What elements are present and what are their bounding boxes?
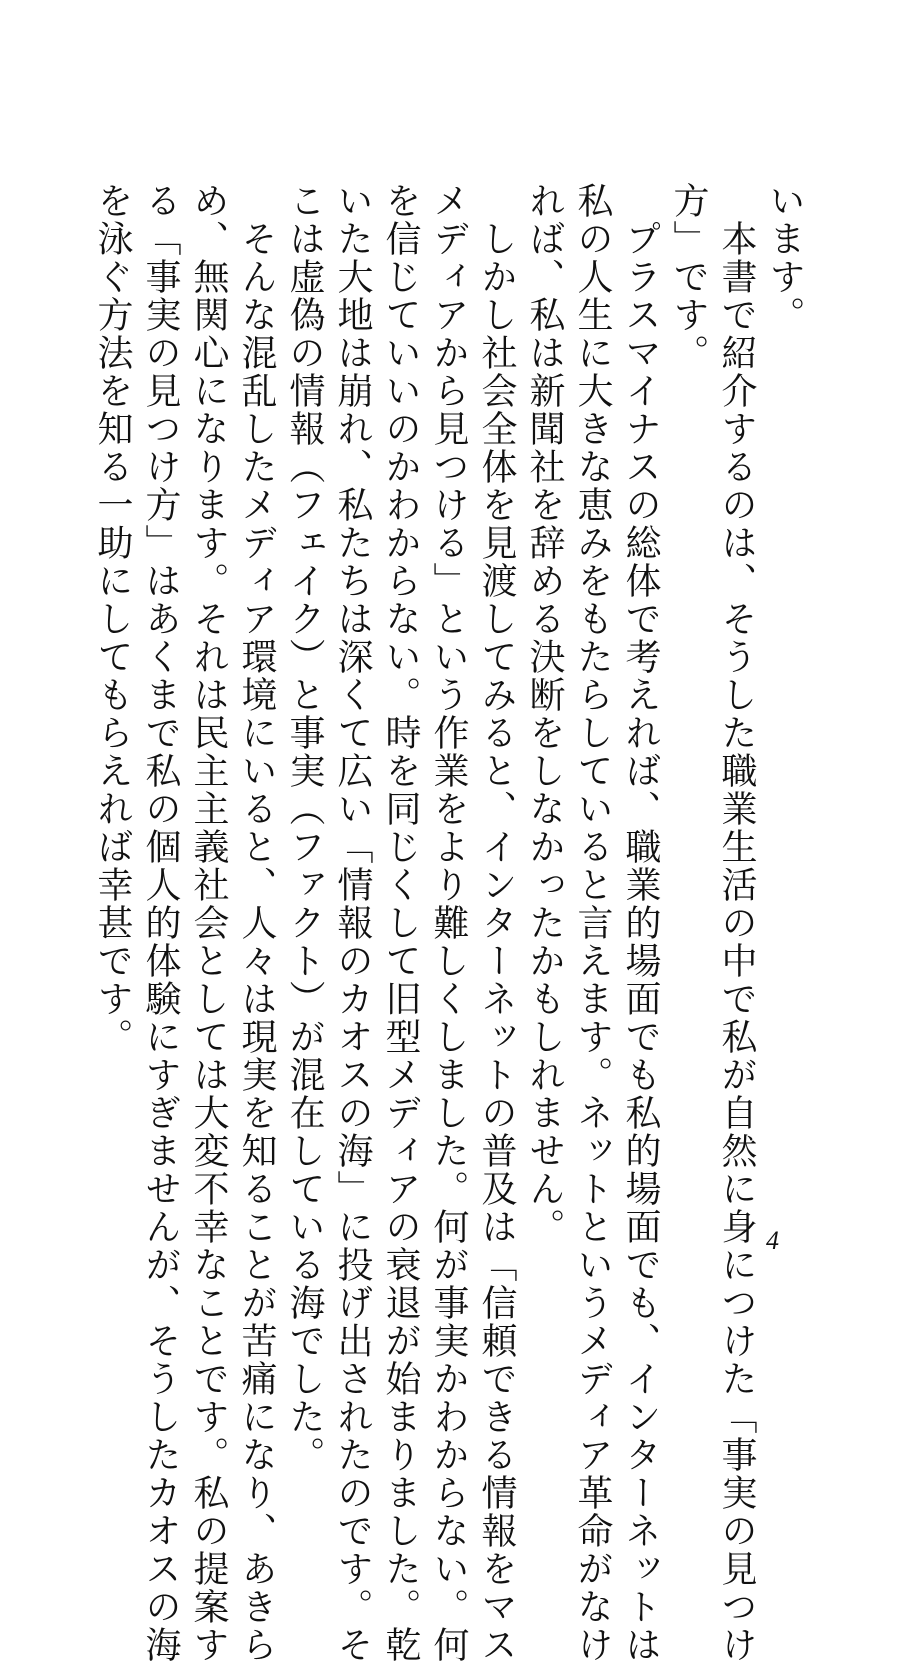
text-line: め、無関心になります。それは民主主義社会としては大変不幸なことです。私の提案す: [188, 182, 229, 1664]
body-text: [88, 182, 808, 1664]
text-line: を信じていいのかわからない。時を同じくして旧型メディアの衰退が始まりました。乾: [380, 182, 421, 1664]
text-line: しかし社会全体を見渡してみると、インターネットの普及は「信頼できる情報をマス: [476, 182, 517, 1664]
text-line: れば、私は新聞社を辞める決断をしなかったかもしれません。: [524, 182, 565, 1246]
text-line: いた大地は崩れ、私たちは深くて広い「情報のカオスの海」に投げ出されたのです。そ: [332, 182, 373, 1664]
text-line: 私の人生に大きな恵みをもたらしていると言えます。ネットというメディア革命がなけ: [572, 182, 613, 1664]
text-line: る「事実の見つけ方」はあくまで私の個人的体験にすぎませんが、そうしたカオスの海: [140, 182, 181, 1664]
text-line: います。: [764, 182, 805, 334]
page-number: 4: [766, 1226, 779, 1255]
text-line: 方」です。: [668, 182, 709, 372]
text-line: メディアから見つける」という作業をより難しくしました。何が事実かわからない。何: [428, 182, 469, 1664]
text-line: 本書で紹介するのは、そうした職業生活の中で私が自然に身につけた「事実の見つけ: [716, 182, 757, 1664]
text-line: を泳ぐ方法を知る一助にしてもらえれば幸甚です。: [92, 182, 133, 1056]
text-line: こは虚偽の情報（フェイク）と事実（ファクト）が混在している海でした。: [284, 182, 325, 1474]
text-line: プラスマイナスの総体で考えれば、職業的場面でも私的場面でも、インターネットは: [620, 182, 661, 1664]
text-line: そんな混乱したメディア環境にいると、人々は現実を知ることが苦痛になり、あきら: [236, 182, 277, 1664]
